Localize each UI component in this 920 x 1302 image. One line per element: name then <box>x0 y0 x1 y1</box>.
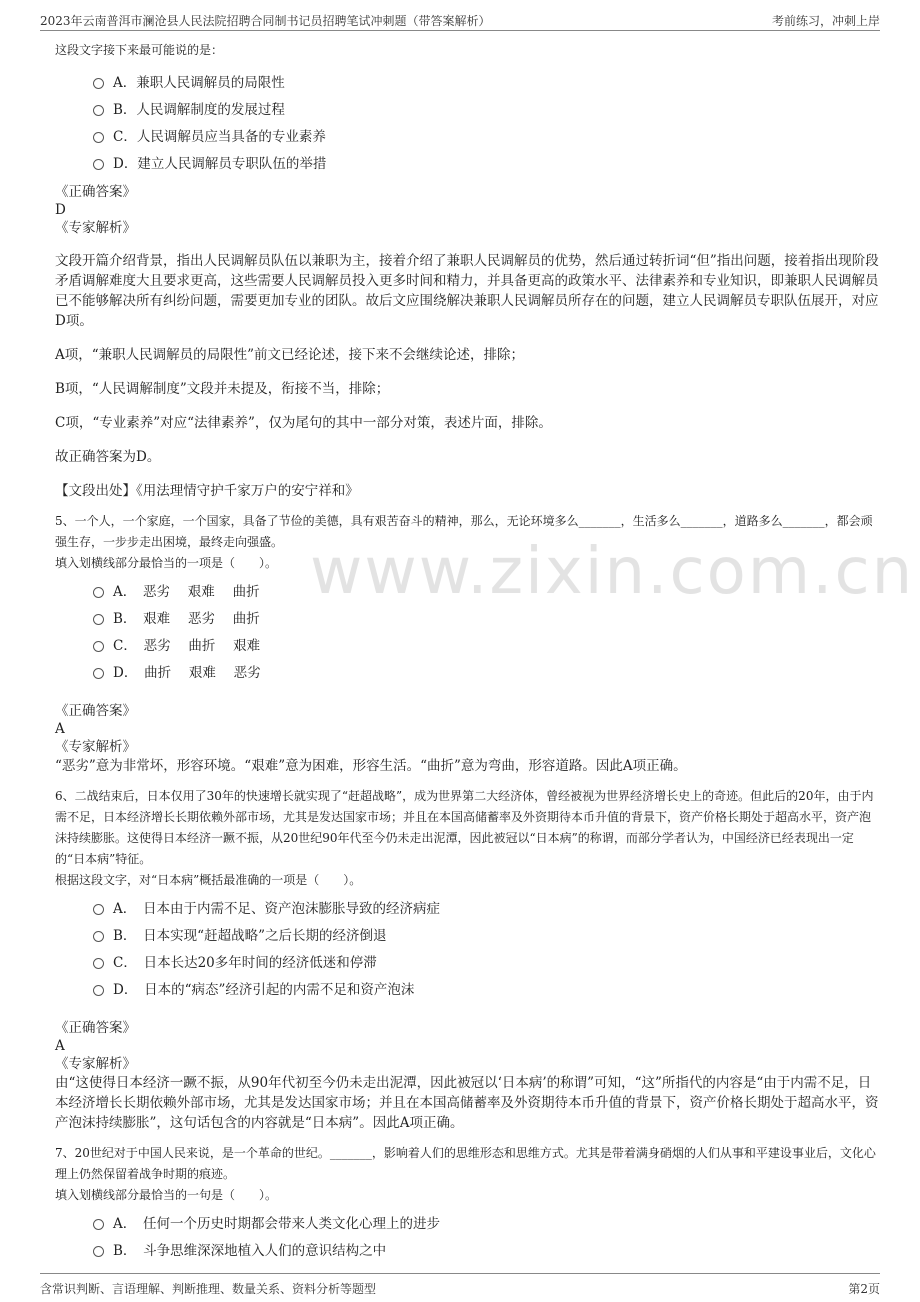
radio-icon[interactable] <box>93 668 104 679</box>
radio-icon[interactable] <box>93 587 104 598</box>
radio-icon[interactable] <box>93 614 104 625</box>
q5-stem: 5、一个人，一个家庭，一个国家，具备了节俭的美德，具有艰苦奋斗的精神，那么，无论环境多么_______，生活多么_______，道路多么_______，都会顽强生存，一步步走出困境，最终走向强盛。 <box>55 514 873 549</box>
q4-analysis-p2: A项，“兼职人民调解员的局限性”前文已经论述，接下来不会继续论述，排除； <box>55 347 525 363</box>
q7-stem: 7、20世纪对于中国人民来说，是一个革命的世纪。_______，影响着人们的思维形态和思维方式。尤其是带着满身硝烟的人们从事和平建设事业后，文化心理上仍然保留着战争时期的痕迹。 <box>55 1146 876 1181</box>
option-label: B．人民调解制度的发展过程 <box>113 101 285 118</box>
q5-options <box>93 576 880 684</box>
q4-analysis-p3: B项，“人民调解制度”文段并未提及，衔接不当，排除； <box>55 381 390 397</box>
q7-option-a[interactable] <box>93 1208 880 1235</box>
option-label: D． 日本的“病态”经济引起的内需不足和资产泡沫 <box>113 981 415 998</box>
option-label: C． 恶劣 曲折 艰难 <box>113 637 261 654</box>
radio-icon[interactable] <box>93 1246 104 1257</box>
radio-icon[interactable] <box>93 78 104 89</box>
q4-options <box>93 67 880 175</box>
radio-icon[interactable] <box>93 132 104 143</box>
q4-stem: 这段文字接下来最可能说的是： <box>55 43 224 57</box>
q5-analysis: “恶劣”意为非常坏，形容环境。“艰难”意为困难，形容生活。“曲折”意为弯曲，形容道路。因此A项正确。 <box>55 758 687 774</box>
q7-prompt: 填入划横线部分最恰当的一句是（ ）。 <box>55 1188 278 1202</box>
watermark: www.zixin.com.cn <box>310 535 915 609</box>
radio-icon[interactable] <box>93 1219 104 1230</box>
radio-icon[interactable] <box>93 958 104 969</box>
footer-note: 含常识判断、言语理解、判断推理、数量关系、资料分析等题型 <box>40 1282 377 1296</box>
q6-options <box>93 893 880 1001</box>
q4-answer-label: 《正确答案》 <box>55 184 136 200</box>
option-label: C．人民调解员应当具备的专业素养 <box>113 128 326 145</box>
q5-option-d[interactable] <box>93 657 880 684</box>
q4-analysis-p1: 文段开篇介绍背景，指出人民调解员队伍以兼职为主，接着介绍了兼职人民调解员的优势，然后通过转折词“但”指出问题，接着指出现阶段矛盾调解难度大且要求更高，这些需要人民调解员投入更多时间和精力，并具备更高的政策水平、法律素养和专业知识，即兼职人民调解员已不能够解决所有纠纷问题，需要更加专业的团队。故后文应围绕解决兼职人民调解员所存在的问题，建立人民调解员专职队伍展开，对应D项。 <box>55 253 879 329</box>
option-label: C． 日本长达20多年时间的经济低迷和停滞 <box>113 954 377 971</box>
q6-prompt: 根据这段文字，对“日本病”概括最准确的一项是（ ）。 <box>55 873 362 887</box>
q4-answer: D <box>55 202 66 218</box>
q5-option-a[interactable] <box>93 576 880 603</box>
option-label: B． 斗争思维深深地植入人们的意识结构之中 <box>113 1242 387 1259</box>
q6-stem: 6、二战结束后，日本仅用了30年的快速增长就实现了“赶超战略”，成为世界第二大经济体，曾经被视为世界经济增长史上的奇迹。但此后的20年，由于内需不足，日本经济增长长期依赖外部市场，尤其是发达国家市场；并且在本国高储蓄率及外资期待本币升值的背景下，资产价格长期处于超高水平，资产泡沫持续膨胀。这使得日本经济一蹶不振，从20世纪90年代至今仍未走出泥潭，因此被冠以“日本病”的称谓，而部分学者认为，中国经济已经表现出一定的“日本病”特征。 <box>55 789 874 866</box>
q6-analysis-label: 《专家解析》 <box>55 1056 136 1072</box>
q6-answer: A <box>55 1038 65 1054</box>
option-label: A． 任何一个历史时期都会带来人类文化心理上的进步 <box>113 1215 440 1232</box>
document-title: 2023年云南普洱市澜沧县人民法院招聘合同制书记员招聘笔试冲刺题（带答案解析） <box>40 14 491 28</box>
q7-options <box>93 1208 880 1262</box>
q7-option-b[interactable] <box>93 1235 880 1262</box>
q6-option-d[interactable] <box>93 974 880 1001</box>
header-slogan: 考前练习，冲刺上岸 <box>771 14 880 28</box>
q5-answer: A <box>55 721 65 737</box>
q6-option-b[interactable] <box>93 920 880 947</box>
q4-option-a[interactable] <box>93 67 880 94</box>
option-label: B． 艰难 恶劣 曲折 <box>113 610 260 627</box>
q6-option-c[interactable] <box>93 947 880 974</box>
radio-icon[interactable] <box>93 985 104 996</box>
option-label: B． 日本实现“赶超战略”之后长期的经济倒退 <box>113 927 387 944</box>
q4-option-d[interactable] <box>93 148 880 175</box>
option-label: A． 日本由于内需不足、资产泡沫膨胀导致的经济病症 <box>113 900 440 917</box>
option-label: A．兼职人民调解员的局限性 <box>113 74 285 91</box>
radio-icon[interactable] <box>93 641 104 652</box>
option-label: A． 恶劣 艰难 曲折 <box>113 583 260 600</box>
q4-analysis-p4: C项，“专业素养”对应“法律素养”，仅为尾句的其中一部分对策，表述片面，排除。 <box>55 415 552 431</box>
q6-option-a[interactable] <box>93 893 880 920</box>
radio-icon[interactable] <box>93 904 104 915</box>
page-header <box>40 8 880 31</box>
option-label: D．建立人民调解员专职队伍的举措 <box>113 155 327 172</box>
q6-analysis: 由“这使得日本经济一蹶不振，从90年代初至今仍未走出泥潭，因此被冠以‘日本病’的称谓”可知，“这”所指代的内容是“由于内需不足，日本经济增长长期依赖外部市场，尤其是发达国家市场；并且在本国高储蓄率及外资期待本币升值的背景下，资产价格长期处于超高水平，资产泡沫持续膨胀”，这句话包含的内容就是“日本病”。因此A项正确。 <box>55 1075 879 1131</box>
q4-analysis-p5: 故正确答案为D。 <box>55 449 161 465</box>
q4-source: 【文段出处】《用法理情守护千家万户的安宁祥和》 <box>55 483 359 499</box>
q5-prompt: 填入划横线部分最恰当的一项是（ ）。 <box>55 556 278 570</box>
q5-answer-label: 《正确答案》 <box>55 703 136 719</box>
q5-analysis-label: 《专家解析》 <box>55 739 136 755</box>
radio-icon[interactable] <box>93 159 104 170</box>
q4-option-b[interactable] <box>93 94 880 121</box>
radio-icon[interactable] <box>93 931 104 942</box>
document-body <box>55 40 880 1270</box>
q4-analysis-label: 《专家解析》 <box>55 220 136 236</box>
q5-option-c[interactable] <box>93 630 880 657</box>
q4-option-c[interactable] <box>93 121 880 148</box>
q6-answer-label: 《正确答案》 <box>55 1020 136 1036</box>
radio-icon[interactable] <box>93 105 104 116</box>
q5-option-b[interactable] <box>93 603 880 630</box>
page-footer <box>40 1273 880 1296</box>
option-label: D． 曲折 艰难 恶劣 <box>113 664 261 681</box>
page-number: 第2页 <box>848 1282 880 1296</box>
